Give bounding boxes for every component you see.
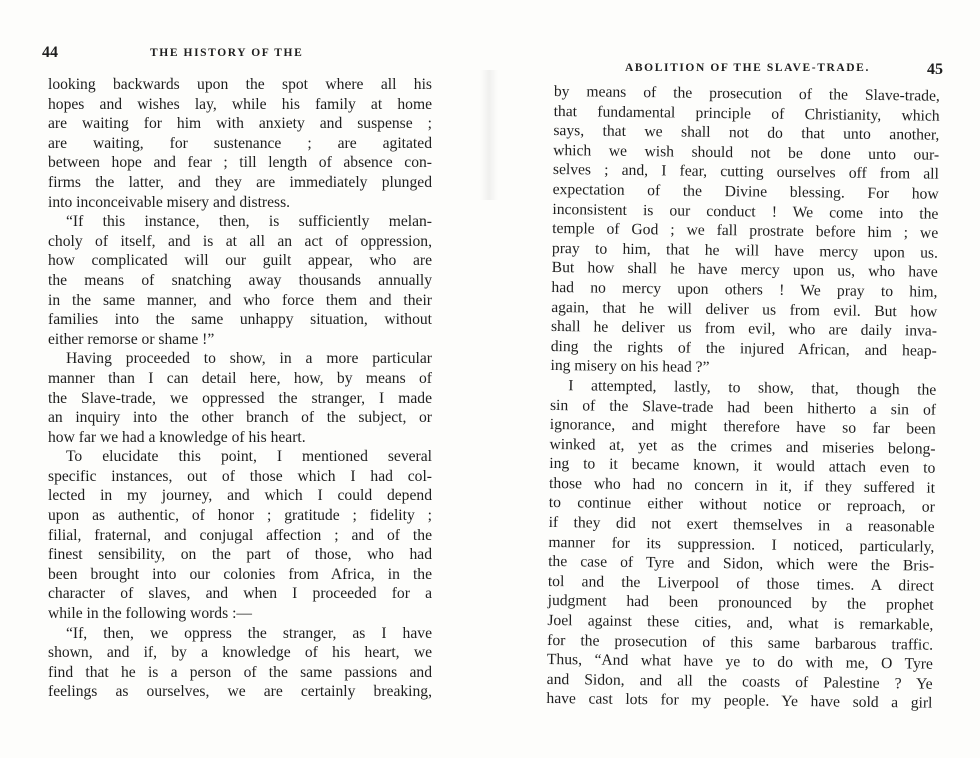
text-line: character of slaves, and when I proceeded for a xyxy=(48,585,432,603)
text-line: the Slave-trade, we oppressed the stranger, I made xyxy=(48,389,432,407)
text-line: for the prosecution of this same barbarous traffic. xyxy=(547,631,934,654)
text-line: manner for its suppression. I noticed, particularly, xyxy=(548,533,935,556)
text-line: upon as authentic, of honor ; gratitude ; fidelity ; xyxy=(48,507,432,525)
text-line: sin of the Slave-trade had been hitherto a sin of xyxy=(549,396,937,419)
text-line: ing to it became known, it would attach even to xyxy=(549,455,936,477)
text-line: the means of snatching away thousands annually xyxy=(48,271,432,289)
text-line: in the same manner, and who force them and their xyxy=(48,291,432,309)
left-page xyxy=(0,0,480,758)
text-line: filial, fraternal, and conjugal affection ; and of the xyxy=(48,526,432,544)
text-line: into inconceivable misery and distress. xyxy=(48,193,291,211)
right-running-head: ABOLITION OF THE SLAVE-TRADE. xyxy=(625,62,870,74)
text-line: hopes and wishes lay, while his family at home xyxy=(48,95,432,113)
left-page-number: 44 xyxy=(42,44,58,61)
text-line: selves ; and, I fear, cutting ourselves off from all xyxy=(552,161,940,184)
text-line: how far we had a knowledge of his heart. xyxy=(48,428,306,446)
text-line: have cast lots for my people. Ye have sold a girl xyxy=(546,690,933,713)
left-running-head: THE HISTORY OF THE xyxy=(150,47,304,59)
text-line: looking backwards upon the spot where all his xyxy=(48,76,432,93)
text-line: either remorse or shame !” xyxy=(48,330,215,348)
text-line: specific instances, out of those which I had col- xyxy=(48,467,432,485)
text-line: again, that he will deliver us from evil. But how xyxy=(551,298,938,321)
text-line: judgment had been pronounced by the prophet xyxy=(547,592,934,615)
text-line: are waiting, for sustenance ; are agitated xyxy=(48,134,432,152)
text-line: manner than I can detail here, how, by means of xyxy=(48,369,432,387)
text-line: temple of God ; we fall prostrate before him ; we xyxy=(552,220,939,242)
text-line: between hope and fear ; till length of absence con- xyxy=(48,154,432,172)
text-line: been brought into our colonies from Africa, in the xyxy=(48,565,432,583)
text-line: that fundamental principle of Christianity, which xyxy=(553,102,940,125)
text-line: feelings as ourselves, we are certainly breaking, xyxy=(48,683,432,701)
text-line: inconsistent is our conduct ! We come into the xyxy=(552,200,939,223)
text-line: “If, then, we oppress the stranger, as I have xyxy=(66,624,432,642)
text-line: families into the same unhappy situation, without xyxy=(48,311,432,329)
text-line: find that he is a person of the same passions and xyxy=(48,663,432,681)
text-line: and Sidon, and all the coasts of Palestine ? Ye xyxy=(546,670,933,693)
text-line: how complicated will our guilt appear, who are xyxy=(48,252,432,270)
text-line: “If this instance, then, is sufficiently melan- xyxy=(66,213,432,231)
text-line: shall he deliver us from evil, who are daily inva- xyxy=(550,318,938,340)
text-line: had no mercy upon others ! We pray to him, xyxy=(551,278,938,301)
text-line: ding the rights of the injured African, and heap- xyxy=(550,337,937,360)
text-line: which we wish should not be done unto our- xyxy=(553,141,940,164)
right-page-number: 45 xyxy=(927,61,943,78)
text-line: tol and the Liverpool of those times. A direct xyxy=(547,572,934,595)
text-line: an inquiry into the other branch of the subject, or xyxy=(48,409,432,427)
text-line: by means of the prosecution of the Slave-trade, xyxy=(553,82,940,105)
text-line: shown, and if, by a knowledge of his heart, we xyxy=(48,644,432,662)
text-line: expectation of the Divine blessing. For how xyxy=(552,180,939,203)
text-line: says, that we shall not do that unto another, xyxy=(553,122,940,144)
text-line: ignorance, and might therefore have so far been xyxy=(549,416,936,438)
text-line: Joel against these cities, and, what is remarkable, xyxy=(547,611,934,634)
text-line: to continue either without notice or reproach, or xyxy=(548,494,935,517)
text-line: winked at, yet as the crimes and miseries belong- xyxy=(549,435,936,458)
right-page-body xyxy=(546,82,940,714)
text-line: the case of Tyre and Sidon, which were the Bris- xyxy=(548,553,935,575)
text-line: ing misery on his head ?” xyxy=(550,357,710,377)
text-line: those who had no concern in it, if they suffered it xyxy=(548,474,936,497)
text-line: are waiting for him with anxiety and suspense ; xyxy=(48,115,432,133)
text-line: firms the latter, and they are immediately plunged xyxy=(48,173,432,191)
text-line: finest sensibility, on the part of those, who had xyxy=(48,546,432,564)
text-line: I attempted, lastly, to show, that, though the xyxy=(568,377,937,399)
left-page-body xyxy=(48,75,432,702)
text-line: lected in my journey, and which I could depend xyxy=(48,487,432,505)
text-line: Having proceeded to show, in a more particular xyxy=(66,350,432,368)
text-line: choly of itself, and is at all an act of oppression, xyxy=(48,232,432,250)
text-line: To elucidate this point, I mentioned several xyxy=(66,448,432,466)
text-line: But how shall he have mercy upon us, who have xyxy=(551,259,938,282)
text-line: if they did not exert themselves in a reasonable xyxy=(548,514,935,536)
text-line: while in the following words :— xyxy=(48,605,252,623)
text-line: Thus, “And what have ye to do with me, O Tyre xyxy=(546,651,934,673)
right-page xyxy=(490,0,980,758)
text-line: pray to him, that he will have mercy upon us. xyxy=(551,239,939,262)
